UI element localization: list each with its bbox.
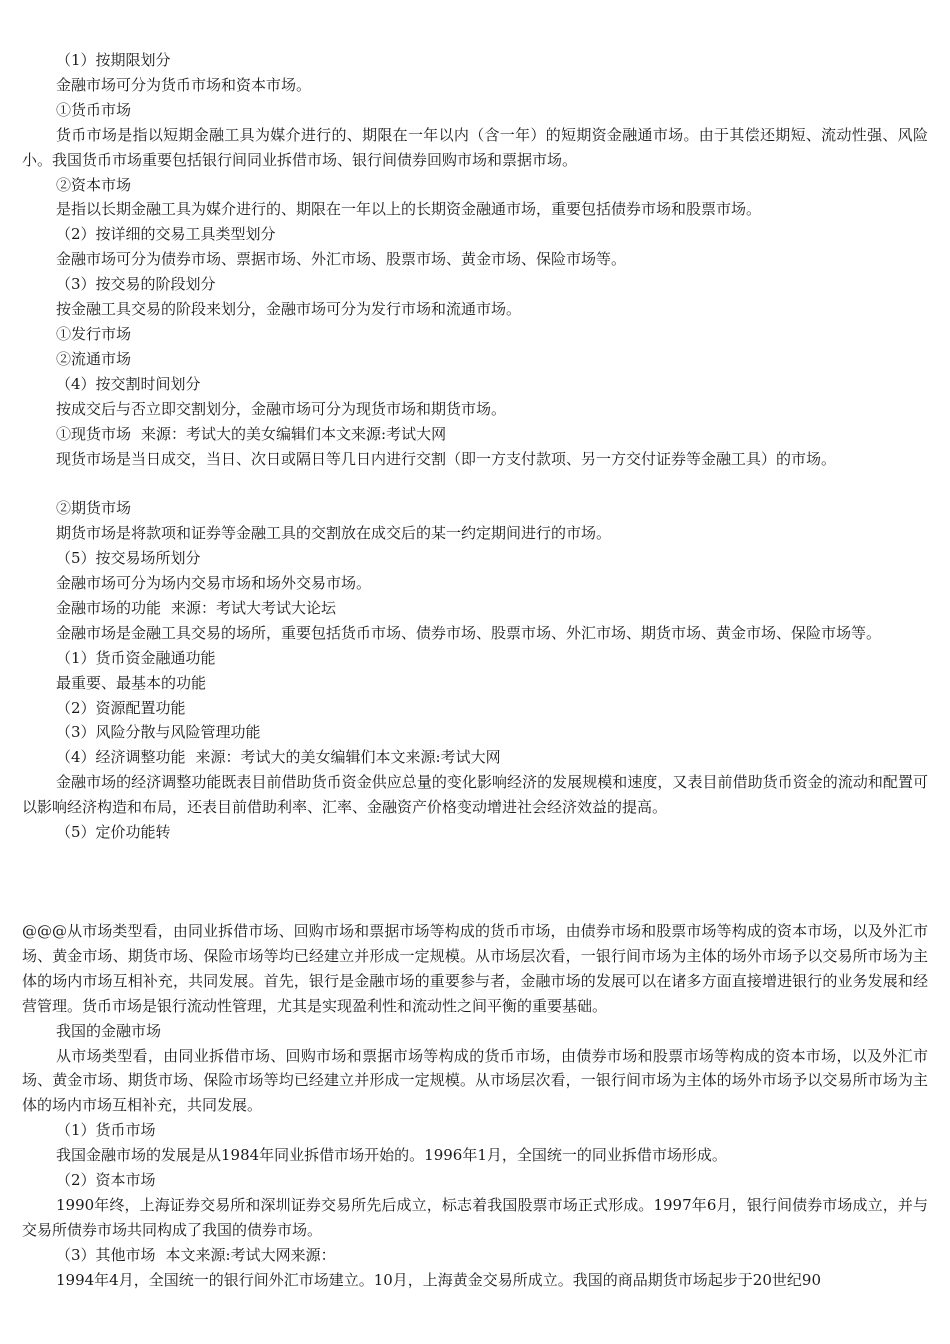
heading-china-other-markets [22, 1243, 928, 1268]
source-note: 来源：考试大的美女编辑们本文来源:考试大网 [195, 748, 501, 767]
paragraph-china-other-markets: 1994年4月，全国统一的银行间外汇市场建立。10月，上海黄金交易所成立。我国的商品期货市场起步于20世纪90 [56, 1270, 821, 1289]
paragraph-by-stage: 按金融工具交易的阶段来划分，金融市场可分为发行市场和流通市场。 [56, 300, 522, 319]
heading-function-allocation: （2）资源配置功能 [56, 698, 186, 717]
paragraph-by-tool-type: 金融市场可分为债券市场、票据市场、外汇市场、股票市场、黄金市场、保险市场等。 [56, 250, 627, 269]
heading-function-regulation [22, 745, 928, 770]
heading-function-pricing: （5）定价功能转 [56, 823, 171, 842]
heading-china-capital-market: （2）资本市场 [56, 1171, 156, 1190]
paragraph-market-overview: @@@从市场类型看，由同业拆借市场、回购市场和票据市场等构成的货币市场，由债券市场和股票市场等构成的资本市场，以及外汇市场、黄金市场、期货市场、保险市场等均已经建立并形成一定规模。从市场层次看，一银行间市场为主体的场外市场予以交易所市场为主体的场内市场互相补充，共同发展。首先，银行是金融市场的重要参与者，金融市场的发展可以在诸多方面直接增进银行的业务发展和经营管理。货币市场是银行流动性管理，尤其是实现盈利性和流动性之间平衡的重要基础。 [22, 921, 928, 1015]
heading-by-delivery-time: （4）按交割时间划分 [56, 374, 201, 393]
source-note: 本文来源:考试大网来源： [165, 1245, 336, 1264]
paragraph-market-functions: 金融市场是金融工具交易的场所，重要包括货币市场、债券市场、股票市场、外汇市场、期货市场、黄金市场、保险市场等。 [56, 623, 882, 642]
heading-china-money-market: （1）货币市场 [56, 1121, 156, 1140]
source-note: 来源：考试大的美女编辑们本文来源:考试大网 [141, 424, 447, 443]
paragraph-china-money-market: 我国金融市场的发展是从1984年同业拆借市场开始的。1996年1月，全国统一的同业拆借市场形成。 [56, 1146, 727, 1165]
heading-capital-market: ②资本市场 [56, 175, 132, 194]
paragraph-function-financing: 最重要、最基本的功能 [56, 673, 207, 692]
heading-spot-market [22, 422, 928, 447]
heading-china-financial-market: 我国的金融市场 [56, 1021, 162, 1040]
heading-circulation-market: ②流通市场 [56, 349, 132, 368]
paragraph-by-period: 金融市场可分为货币市场和资本市场。 [56, 75, 312, 94]
heading-spot-market-title: ①现货市场 [56, 424, 132, 443]
paragraph-futures-market: 期货市场是将款项和证券等金融工具的交割放在成交后的某一约定期间进行的市场。 [56, 524, 612, 543]
heading-market-functions [22, 596, 928, 621]
paragraph-capital-market: 是指以长期金融工具为媒介进行的、期限在一年以上的长期资金融通市场，重要包括债券市场和股票市场。 [56, 200, 762, 219]
heading-china-other-markets-title: （3）其他市场 [56, 1245, 156, 1264]
heading-market-functions-title: 金融市场的功能 [56, 598, 162, 617]
blank-line [22, 471, 928, 496]
heading-money-market: ①货币市场 [56, 100, 132, 119]
heading-futures-market: ②期货市场 [56, 499, 132, 518]
heading-function-risk: （3）风险分散与风险管理功能 [56, 723, 261, 742]
paragraph-function-regulation: 金融市场的经济调整功能既表目前借助货币资金供应总量的变化影响经济的发展规模和速度，又表目前借助货币资金的流动和配置可以影响经济构造和布局，还表目前借助利率、汇率、金融资产价格变动增进社会经济效益的提高。 [22, 773, 928, 817]
heading-function-financing: （1）货币资金融通功能 [56, 648, 216, 667]
heading-by-venue: （5）按交易场所划分 [56, 549, 201, 568]
heading-issue-market: ①发行市场 [56, 324, 132, 343]
heading-function-regulation-title: （4）经济调整功能 [56, 748, 186, 767]
source-note: 来源：考试大考试大论坛 [171, 598, 337, 617]
heading-by-tool-type: （2）按详细的交易工具类型划分 [56, 225, 276, 244]
paragraph-china-capital-market: 1990年终，上海证券交易所和深圳证券交易所先后成立，标志着我国股票市场正式形成。1997年6月，银行间债券市场成立，并与交易所债券市场共同构成了我国的债券市场。 [22, 1195, 928, 1239]
paragraph-china-financial-market: 从市场类型看，由同业拆借市场、回购市场和票据市场等构成的货币市场，由债券市场和股票市场等构成的资本市场，以及外汇市场、黄金市场、期货市场、保险市场等均已经建立并形成一定规模。从市场层次看，一银行间市场为主体的场外市场予以交易所市场为主体的场内市场互相补充，共同发展。 [22, 1046, 928, 1115]
paragraph-by-delivery-time: 按成交后与否立即交割划分，金融市场可分为现货市场和期货市场。 [56, 399, 507, 418]
paragraph-money-market: 货币市场是指以短期金融工具为媒介进行的、期限在一年以内（含一年）的短期资金融通市场。由于其偿还期短、流动性强、风险小。我国货币市场重要包括银行间同业拆借市场、银行间债券回购市场和票据市场。 [22, 125, 928, 169]
paragraph-spot-market: 现货市场是当日成交，当日、次日或隔日等几日内进行交割（即一方支付款项、另一方交付证券等金融工具）的市场。 [56, 449, 837, 468]
section-gap [22, 845, 928, 919]
paragraph-by-venue: 金融市场可分为场内交易市场和场外交易市场。 [56, 574, 372, 593]
heading-by-stage: （3）按交易的阶段划分 [56, 275, 216, 294]
heading-by-period: （1）按期限划分 [56, 51, 171, 69]
